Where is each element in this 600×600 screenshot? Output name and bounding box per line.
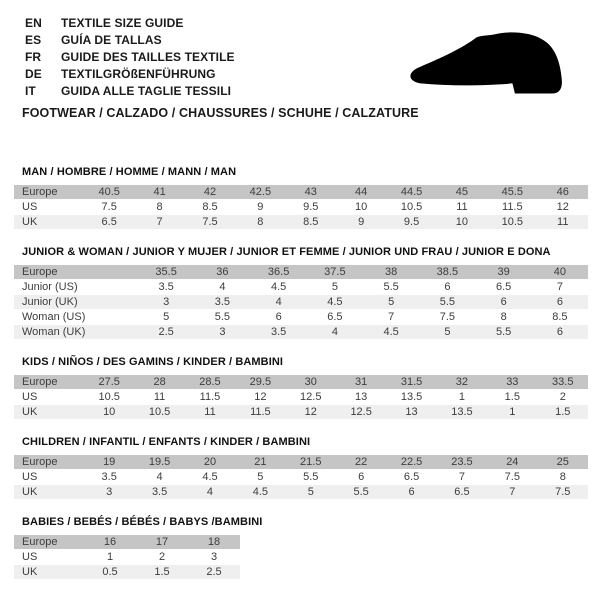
language-code: IT (25, 83, 36, 98)
size-cell: 45 (437, 185, 487, 199)
row-label-cell: UK (14, 405, 84, 419)
language-row-en (25, 14, 235, 31)
size-cell: 5.5 (419, 295, 475, 309)
size-cell: 7.5 (538, 485, 588, 499)
language-row-es (25, 31, 235, 48)
size-cell: 22.5 (386, 455, 436, 469)
size-cell: 36.5 (251, 265, 307, 279)
language-row-de (25, 65, 235, 82)
row-label-cell: Europe (14, 375, 84, 389)
size-cell: 1.5 (538, 405, 588, 419)
table-title: CHILDREN / INFANTIL / ENFANTS / KINDER / BAMBINI (22, 436, 311, 448)
row-label-cell: US (14, 200, 84, 214)
table-row (14, 265, 588, 279)
table-row (14, 185, 588, 199)
size-cell: 5.5 (476, 325, 532, 339)
size-cell: 36 (194, 265, 250, 279)
size-cell: 1.5 (136, 565, 188, 579)
size-cell: 28 (134, 375, 184, 389)
size-cell: 7.5 (185, 215, 235, 229)
size-cell: 4.5 (307, 295, 363, 309)
size-cell: 6.5 (307, 310, 363, 324)
size-cell: 11.5 (185, 390, 235, 404)
size-cell: 12 (538, 200, 588, 214)
size-cell: 1.5 (487, 390, 537, 404)
size-cell: 7 (437, 470, 487, 484)
row-label-cell: Europe (14, 185, 84, 199)
table-row (14, 295, 588, 309)
table-row (14, 375, 588, 389)
table-title: MAN / HOMBRE / HOMME / MANN / MAN (22, 166, 237, 178)
size-cell: 44 (336, 185, 386, 199)
size-cell: 6.5 (386, 470, 436, 484)
size-cell: 1 (84, 550, 136, 564)
table-row (14, 565, 240, 579)
size-cell: 13 (386, 405, 436, 419)
size-table-children (14, 454, 588, 500)
section-man (14, 166, 588, 230)
size-cell: 12.5 (336, 405, 386, 419)
dress-shoe-icon (393, 14, 585, 106)
size-table-man (14, 184, 588, 230)
section-junior-woman (14, 246, 588, 340)
table-row (14, 215, 588, 229)
size-cell: 29.5 (235, 375, 285, 389)
size-cell: 8.5 (185, 200, 235, 214)
row-label-cell: US (14, 550, 84, 564)
size-cell: 23.5 (437, 455, 487, 469)
size-cell: 11.5 (235, 405, 285, 419)
size-cell: 9 (336, 215, 386, 229)
size-cell: 41 (134, 185, 184, 199)
size-cell: 7 (487, 485, 537, 499)
size-cell: 3 (188, 550, 240, 564)
row-label-cell: Woman (UK) (14, 325, 138, 339)
size-cell: 10.5 (487, 215, 537, 229)
size-cell: 6 (386, 485, 436, 499)
size-cell: 28.5 (185, 375, 235, 389)
language-label: TEXTILGRÖßENFÜHRUNG (61, 66, 216, 81)
size-cell: 7 (134, 215, 184, 229)
size-cell: 6 (419, 280, 475, 294)
size-table-babies (14, 534, 240, 580)
size-cell: 21 (235, 455, 285, 469)
size-cell: 3.5 (84, 470, 134, 484)
row-label-cell: Junior (UK) (14, 295, 138, 309)
size-cell: 5 (363, 295, 419, 309)
row-label-cell: Junior (US) (14, 280, 138, 294)
size-cell: 11 (437, 200, 487, 214)
table-row (14, 470, 588, 484)
size-cell: 12 (235, 390, 285, 404)
size-cell: 6 (336, 470, 386, 484)
size-cell: 8.5 (532, 310, 588, 324)
size-cell: 33 (487, 375, 537, 389)
table-title: KIDS / NIÑOS / DES GAMINS / KINDER / BAMBINI (22, 356, 284, 368)
size-cell: 4 (307, 325, 363, 339)
table-row (14, 535, 240, 549)
size-cell: 8.5 (286, 215, 336, 229)
size-cell: 32 (437, 375, 487, 389)
size-cell: 31 (336, 375, 386, 389)
size-cell: 2.5 (138, 325, 194, 339)
size-cell: 11 (185, 405, 235, 419)
table-row (14, 455, 588, 469)
size-cell: 40.5 (84, 185, 134, 199)
table-row (14, 280, 588, 294)
section-kids (14, 356, 588, 420)
size-cell: 3 (84, 485, 134, 499)
size-cell: 11 (538, 215, 588, 229)
size-cell: 16 (84, 535, 136, 549)
section-babies (14, 516, 588, 580)
size-cell: 2 (136, 550, 188, 564)
row-label-cell: UK (14, 565, 84, 579)
row-label-cell: US (14, 470, 84, 484)
size-cell: 6 (532, 295, 588, 309)
size-cell: 11.5 (487, 200, 537, 214)
size-cell: 8 (538, 470, 588, 484)
size-cell: 11 (134, 390, 184, 404)
size-cell: 13.5 (386, 390, 436, 404)
language-code: FR (25, 49, 42, 64)
table-row (14, 550, 240, 564)
size-cell: 10.5 (84, 390, 134, 404)
size-cell: 38 (363, 265, 419, 279)
size-cell: 4 (251, 295, 307, 309)
size-cell: 18 (188, 535, 240, 549)
size-cell: 6 (476, 295, 532, 309)
size-cell: 19.5 (134, 455, 184, 469)
size-cell: 7.5 (419, 310, 475, 324)
size-cell: 0.5 (84, 565, 136, 579)
row-label-cell: UK (14, 485, 84, 499)
size-cell: 1 (487, 405, 537, 419)
size-cell: 3.5 (134, 485, 184, 499)
size-cell: 17 (136, 535, 188, 549)
size-cell: 5.5 (194, 310, 250, 324)
size-cell: 10 (336, 200, 386, 214)
size-cell: 44.5 (386, 185, 436, 199)
size-cell: 3 (138, 295, 194, 309)
size-cell: 5.5 (286, 470, 336, 484)
size-cell: 6.5 (476, 280, 532, 294)
size-cell: 4.5 (251, 280, 307, 294)
size-cell: 6 (532, 325, 588, 339)
size-cell: 6.5 (437, 485, 487, 499)
size-cell: 6 (251, 310, 307, 324)
size-cell: 20 (185, 455, 235, 469)
size-cell: 10 (84, 405, 134, 419)
table-row (14, 390, 588, 404)
table-row (14, 325, 588, 339)
size-cell: 9.5 (286, 200, 336, 214)
size-cell: 5.5 (336, 485, 386, 499)
language-row-fr (25, 48, 235, 65)
size-cell: 8 (476, 310, 532, 324)
size-cell: 5 (419, 325, 475, 339)
size-cell: 27.5 (84, 375, 134, 389)
size-cell: 10 (437, 215, 487, 229)
size-cell: 3.5 (138, 280, 194, 294)
table-row (14, 310, 588, 324)
size-cell: 38.5 (419, 265, 475, 279)
language-label: TEXTILE SIZE GUIDE (61, 15, 184, 30)
row-label-cell: Europe (14, 535, 84, 549)
size-cell: 4 (194, 280, 250, 294)
table-row (14, 485, 588, 499)
size-cell: 5 (286, 485, 336, 499)
size-cell: 5 (138, 310, 194, 324)
size-cell: 7 (363, 310, 419, 324)
size-cell: 5 (307, 280, 363, 294)
language-label: GUIDA ALLE TAGLIE TESSILI (61, 83, 232, 98)
size-cell: 12.5 (286, 390, 336, 404)
table-row (14, 200, 588, 214)
size-cell: 42 (185, 185, 235, 199)
size-cell: 45.5 (487, 185, 537, 199)
size-cell: 35.5 (138, 265, 194, 279)
row-label-cell: Woman (US) (14, 310, 138, 324)
size-cell: 5 (235, 470, 285, 484)
language-code: ES (25, 32, 42, 47)
size-cell: 4.5 (185, 470, 235, 484)
size-cell: 33.5 (538, 375, 588, 389)
size-cell: 19 (84, 455, 134, 469)
language-list (25, 14, 235, 99)
size-table-junior-woman (14, 264, 588, 340)
language-label: GUIDE DES TAILLES TEXTILE (61, 49, 235, 64)
size-cell: 7 (532, 280, 588, 294)
size-cell: 12 (286, 405, 336, 419)
size-cell: 7.5 (487, 470, 537, 484)
size-cell: 6.5 (84, 215, 134, 229)
language-code: EN (25, 15, 42, 30)
size-cell: 2 (538, 390, 588, 404)
size-cell: 4 (185, 485, 235, 499)
size-cell: 25 (538, 455, 588, 469)
table-title: BABIES / BEBÉS / BÉBÉS / BABYS /BAMBINI (22, 516, 263, 528)
size-cell: 4 (134, 470, 184, 484)
size-cell: 10.5 (386, 200, 436, 214)
size-cell: 5.5 (363, 280, 419, 294)
language-row-it (25, 82, 235, 99)
size-cell: 10.5 (134, 405, 184, 419)
size-cell: 42.5 (235, 185, 285, 199)
category-heading: FOOTWEAR / CALZADO / CHAUSSURES / SCHUHE / CALZATURE (22, 106, 419, 120)
size-tables (14, 166, 588, 596)
size-cell: 37.5 (307, 265, 363, 279)
size-cell: 13.5 (437, 405, 487, 419)
size-cell: 8 (235, 215, 285, 229)
size-cell: 3.5 (194, 295, 250, 309)
size-table-kids (14, 374, 588, 420)
size-cell: 43 (286, 185, 336, 199)
language-code: DE (25, 66, 42, 81)
table-title: JUNIOR & WOMAN / JUNIOR Y MUJER / JUNIOR ET FEMME / JUNIOR UND FRAU / JUNIOR E DONA (22, 246, 551, 258)
size-cell: 13 (336, 390, 386, 404)
row-label-cell: UK (14, 215, 84, 229)
row-label-cell: Europe (14, 265, 138, 279)
size-cell: 4.5 (235, 485, 285, 499)
size-cell: 9.5 (386, 215, 436, 229)
language-label: GUÍA DE TALLAS (61, 32, 162, 47)
size-cell: 24 (487, 455, 537, 469)
size-cell: 7.5 (84, 200, 134, 214)
size-cell: 21.5 (286, 455, 336, 469)
table-row (14, 405, 588, 419)
size-cell: 40 (532, 265, 588, 279)
row-label-cell: Europe (14, 455, 84, 469)
size-cell: 46 (538, 185, 588, 199)
size-cell: 1 (437, 390, 487, 404)
size-cell: 8 (134, 200, 184, 214)
size-cell: 39 (476, 265, 532, 279)
row-label-cell: US (14, 390, 84, 404)
size-cell: 4.5 (363, 325, 419, 339)
size-cell: 3 (194, 325, 250, 339)
section-children (14, 436, 588, 500)
size-cell: 30 (286, 375, 336, 389)
size-cell: 2.5 (188, 565, 240, 579)
size-cell: 3.5 (251, 325, 307, 339)
size-cell: 31.5 (386, 375, 436, 389)
size-cell: 9 (235, 200, 285, 214)
size-cell: 22 (336, 455, 386, 469)
